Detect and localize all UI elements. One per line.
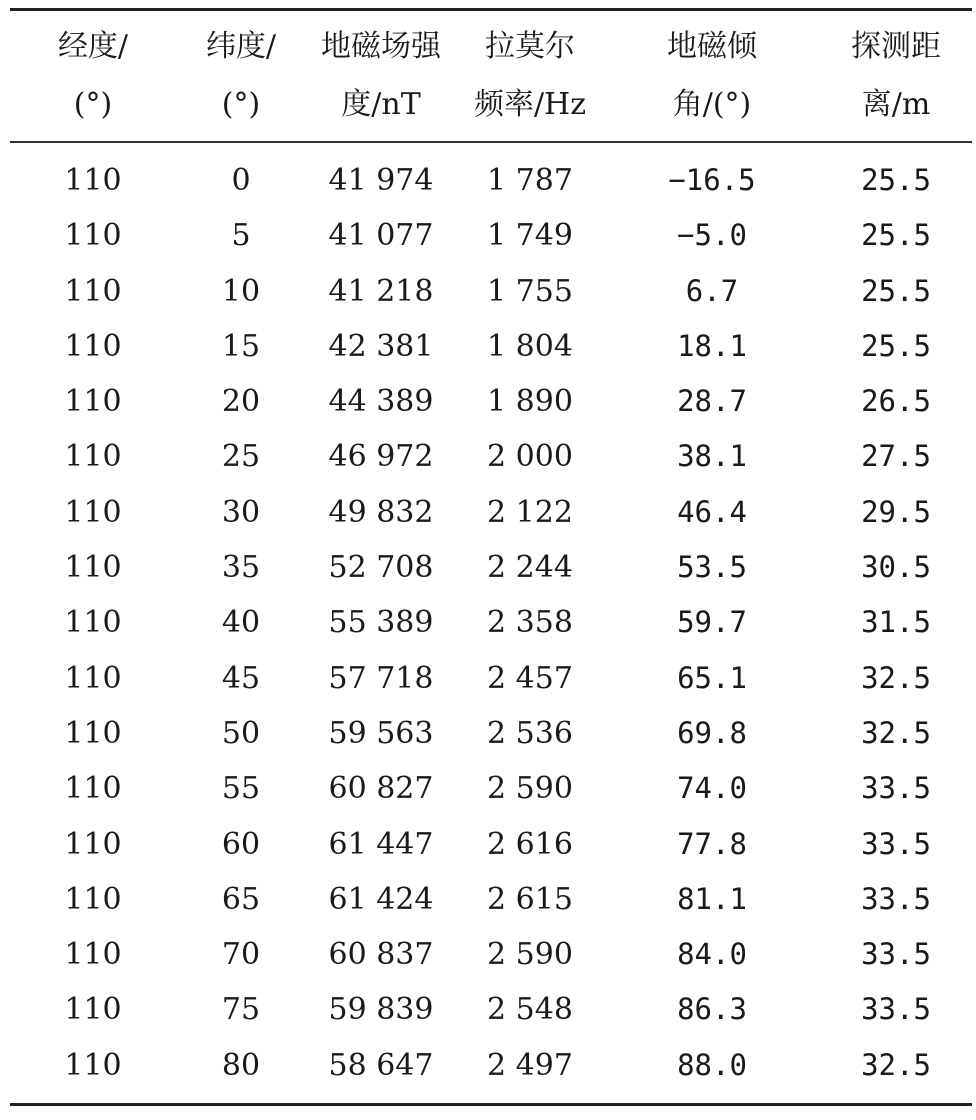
table-row: [10, 651, 972, 706]
cell-larmor-frequency: 2 122: [487, 494, 573, 530]
cell-longitude: 110: [64, 163, 122, 198]
cell-detection-distance: 25.5: [861, 328, 931, 363]
cell-detection-distance: 32.5: [861, 715, 931, 750]
cell-field-strength: 52 708: [328, 550, 434, 586]
table-body: [10, 143, 972, 1103]
cell-inclination: 88.0: [677, 1047, 747, 1082]
cell-larmor-frequency: 2 358: [487, 605, 573, 641]
table-row: [10, 817, 972, 872]
header-line: 拉莫尔: [485, 29, 575, 64]
cell-detection-distance: 33.5: [861, 937, 931, 972]
cell-longitude: 110: [64, 992, 122, 1028]
header-longitude: [10, 11, 176, 141]
cell-longitude: 110: [64, 937, 122, 973]
header-inclination: [604, 11, 820, 141]
cell-field-strength: 58 647: [328, 1047, 434, 1083]
cell-detection-distance: 32.5: [861, 660, 931, 695]
cell-detection-distance: 33.5: [861, 992, 931, 1027]
cell-detection-distance: 32.5: [861, 1047, 931, 1082]
header-field-strength: [306, 11, 456, 141]
cell-longitude: 110: [64, 218, 122, 254]
table-row: [10, 1038, 972, 1103]
cell-latitude: 5: [231, 218, 251, 254]
cell-inclination: 59.7: [677, 605, 747, 640]
cell-detection-distance: 25.5: [861, 218, 931, 253]
cell-latitude: 25: [221, 439, 261, 475]
cell-inclination: 77.8: [677, 826, 747, 861]
cell-inclination: 65.1: [677, 660, 747, 695]
table-row: [10, 872, 972, 927]
cell-field-strength: 60 827: [328, 771, 434, 807]
cell-latitude: 15: [221, 328, 261, 364]
header-line: (°): [221, 87, 261, 122]
header-line: 经度/: [57, 29, 129, 64]
cell-field-strength: 61 424: [328, 881, 434, 917]
table-row: [10, 540, 972, 595]
cell-longitude: 110: [64, 439, 122, 475]
cell-larmor-frequency: 2 536: [487, 715, 573, 751]
cell-inclination: −5.0: [677, 218, 747, 253]
cell-inclination: −16.5: [668, 163, 756, 197]
cell-larmor-frequency: 2 548: [487, 992, 573, 1028]
header-line: (°): [73, 87, 113, 122]
cell-field-strength: 42 381: [328, 328, 434, 364]
cell-longitude: 110: [64, 605, 122, 641]
cell-latitude: 45: [221, 660, 261, 696]
cell-larmor-frequency: 1 749: [487, 218, 573, 254]
cell-inclination: 74.0: [677, 771, 747, 806]
cell-detection-distance: 29.5: [861, 494, 931, 529]
cell-field-strength: 57 718: [328, 660, 434, 696]
table-row: [10, 374, 972, 429]
table-row: [10, 208, 972, 263]
cell-detection-distance: 26.5: [861, 384, 931, 419]
cell-field-strength: 60 837: [328, 937, 434, 973]
cell-inclination: 53.5: [677, 550, 747, 585]
cell-larmor-frequency: 2 457: [487, 660, 573, 696]
table-bottom-rule: [10, 1103, 972, 1106]
cell-field-strength: 41 974: [328, 163, 434, 198]
cell-detection-distance: 25.5: [861, 163, 931, 197]
header-line: 度/nT: [341, 87, 421, 122]
header-line: 角/(°): [672, 87, 752, 122]
cell-field-strength: 44 389: [328, 384, 434, 420]
header-row: [10, 11, 972, 141]
header-line: 探测距: [851, 29, 941, 64]
geomagnetic-table: [10, 11, 972, 141]
cell-inclination: 6.7: [685, 273, 739, 308]
cell-inclination: 28.7: [677, 384, 747, 419]
cell-field-strength: 59 839: [328, 992, 434, 1028]
table-row: [10, 927, 972, 982]
cell-latitude: 80: [221, 1047, 261, 1083]
cell-inclination: 81.1: [677, 881, 747, 916]
cell-inclination: 18.1: [677, 328, 747, 363]
cell-latitude: 70: [221, 937, 261, 973]
cell-field-strength: 46 972: [328, 439, 434, 475]
cell-field-strength: 55 389: [328, 605, 434, 641]
data-table-container: [10, 8, 972, 1106]
cell-detection-distance: 33.5: [861, 826, 931, 861]
table-row: [10, 319, 972, 374]
cell-inclination: 38.1: [677, 439, 747, 474]
header-larmor-frequency: [456, 11, 604, 141]
header-line: 地磁场强: [321, 29, 441, 64]
cell-longitude: 110: [64, 384, 122, 420]
cell-larmor-frequency: 2 244: [487, 550, 573, 586]
cell-field-strength: 49 832: [328, 494, 434, 530]
cell-field-strength: 59 563: [328, 715, 434, 751]
cell-longitude: 110: [64, 1047, 122, 1083]
table-row: [10, 143, 972, 208]
table-row: [10, 982, 972, 1037]
cell-larmor-frequency: 2 590: [487, 937, 573, 973]
cell-detection-distance: 27.5: [861, 439, 931, 474]
table-header: [10, 11, 972, 141]
cell-latitude: 60: [221, 826, 261, 862]
cell-longitude: 110: [64, 328, 122, 364]
header-detection-distance: [820, 11, 972, 141]
cell-detection-distance: 33.5: [861, 771, 931, 806]
cell-latitude: 0: [231, 163, 251, 198]
cell-longitude: 110: [64, 273, 122, 309]
cell-field-strength: 61 447: [328, 826, 434, 862]
cell-longitude: 110: [64, 494, 122, 530]
cell-inclination: 46.4: [677, 494, 747, 529]
table-row: [10, 706, 972, 761]
table-row: [10, 485, 972, 540]
cell-inclination: 84.0: [677, 937, 747, 972]
cell-field-strength: 41 077: [328, 218, 434, 254]
table-row: [10, 761, 972, 816]
cell-detection-distance: 31.5: [861, 605, 931, 640]
cell-latitude: 55: [221, 771, 261, 807]
cell-inclination: 86.3: [677, 992, 747, 1027]
cell-latitude: 10: [221, 273, 261, 309]
cell-latitude: 75: [221, 992, 261, 1028]
header-line: 地磁倾: [667, 29, 757, 64]
cell-longitude: 110: [64, 881, 122, 917]
cell-latitude: 30: [221, 494, 261, 530]
table-row: [10, 264, 972, 319]
header-line: 纬度/: [205, 29, 277, 64]
geomagnetic-table-body: [10, 143, 972, 1103]
header-line: 频率/Hz: [473, 87, 587, 122]
cell-larmor-frequency: 2 000: [487, 439, 573, 475]
cell-detection-distance: 30.5: [861, 550, 931, 585]
cell-detection-distance: 25.5: [861, 273, 931, 308]
cell-larmor-frequency: 1 787: [487, 163, 573, 198]
cell-latitude: 35: [221, 550, 261, 586]
cell-larmor-frequency: 2 616: [487, 826, 573, 862]
cell-larmor-frequency: 1 804: [487, 328, 573, 364]
cell-larmor-frequency: 1 755: [487, 273, 573, 309]
cell-latitude: 65: [221, 881, 261, 917]
cell-detection-distance: 33.5: [861, 881, 931, 916]
cell-longitude: 110: [64, 550, 122, 586]
cell-larmor-frequency: 2 615: [487, 881, 573, 917]
table-row: [10, 429, 972, 484]
cell-latitude: 40: [221, 605, 261, 641]
cell-longitude: 110: [64, 826, 122, 862]
cell-larmor-frequency: 1 890: [487, 384, 573, 420]
table-row: [10, 595, 972, 650]
cell-longitude: 110: [64, 660, 122, 696]
cell-latitude: 20: [221, 384, 261, 420]
cell-longitude: 110: [64, 715, 122, 751]
header-latitude: [176, 11, 306, 141]
cell-latitude: 50: [221, 715, 261, 751]
header-line: 离/m: [861, 87, 931, 122]
cell-larmor-frequency: 2 497: [487, 1047, 573, 1083]
cell-field-strength: 41 218: [328, 273, 434, 309]
cell-inclination: 69.8: [677, 715, 747, 750]
cell-larmor-frequency: 2 590: [487, 771, 573, 807]
cell-longitude: 110: [64, 771, 122, 807]
